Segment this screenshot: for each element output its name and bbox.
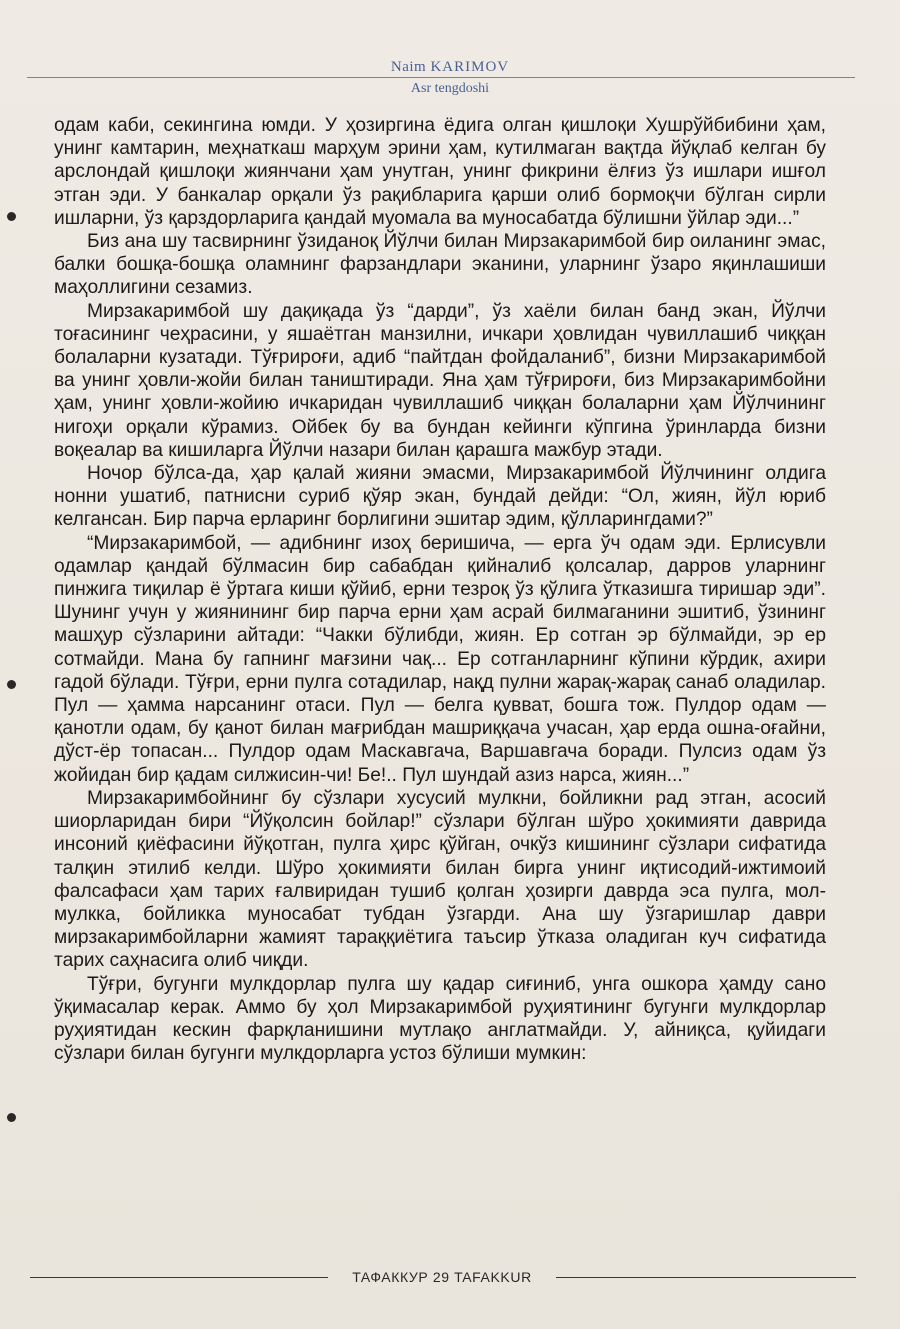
paragraph: Мирзакаримбойнинг бу сўзлари хусусий мулкни, бойликни рад этган, асосий шиорларидан бири “Йўқолсин бойлар!” сўзлари бўлган шўро ҳокимияти даврида инсоний қиёфасини йўқотган, пулга ҳирс қўйган, очкўз кишининг сўзлари сифатида талқин этилиб келди. Шўро ҳокимияти билан бирга унинг иқтисодий-ижтимоий фалсафаси ҳам тарих ғалвиридан тушиб қолган ҳозирги даврда эса пулга, мол-мулкка, бойликка муносабат тубдан ўзгарди. Ана шу ўзгаришлар даври мирзакаримбойларни жамият тараққиётига таъсир ўтказа оладиган куч сифатида тарих саҳнасига олиб чиқди. xyxy=(54,787,826,972)
journal-name-cyrillic: ТАФАККУР xyxy=(352,1269,429,1285)
page-footer xyxy=(0,1267,900,1287)
paragraph: “Мирзакаримбой, — адибнинг изоҳ беришича, — ерга ўч одам эди. Ерлисувли одамлар қандай бўлмасин бир сабабдан қийналиб қолсалар, дарров уларнинг пинжига тиқилар ё ўртага киши қўйиб, ерни тезроқ ўз қўлига ўтказишга тиришар эди”. Шунинг учун у жиянининг бир парча ерни ҳам асрай билмаганини эшитиб, ўзининг машҳур сўзларини айтади: “Чакки бўлибди, жиян. Ер сотган эр бўлмайди, эр ер сотмайди. Мана бу гапнинг мағзини чақ... Ер сотганларнинг кўпини кўрдик, ахири гадой бўлади. Тўғри, ерни пулга сотадилар, нақд пулни жарақ-жарақ санаб оладилар. Пул — ҳамма нарсанинг отаси. Пул — белга қувват, бошга тож. Пулдор одам — қанотли одам, бу қанот билан мағрибдан машриққача учасан, ҳар ерда ошна-оғайни, дўст-ёр топасан... Пулдор одам Маскавгача, Варшавгача боради. Пулсиз одам ўз жойидан бир қадам силжисин-чи! Бе!.. Пул шундай азиз нарса, жиян...” xyxy=(54,532,826,786)
page-number: 29 xyxy=(432,1269,450,1285)
author-name xyxy=(0,58,900,76)
paragraph: Тўғри, бугунги мулкдорлар пулга шу қадар сиғиниб, унга ошкора ҳамду сано ўқимасалар керак. Аммо бу ҳол Мирзакаримбой руҳиятининг бугунги мулкдорлар руҳиятидан кескин фарқланишини мутлақо англатмайди. У, айниқса, қуйидаги сўзлари билан бугунги мулкдорларга устоз бўлиши мумкин: xyxy=(54,973,826,1065)
header-subtitle: Asr tengdoshi xyxy=(410,81,490,96)
paragraph: Биз ана шу тасвирнинг ўзиданоқ Йўлчи билан Мирзакаримбой бир оиланинг эмас, балки бошқа-бошқа оламнинг фарзандлари эканини, уларнинг ўзаро яқинлашиши маҳоллигини сезамиз. xyxy=(54,231,826,299)
binder-hole xyxy=(7,680,16,689)
author-last-name: KARIMOV xyxy=(430,59,510,75)
article-body xyxy=(54,114,826,1065)
footer-label xyxy=(328,1267,556,1287)
journal-name-latin: TAFAKKUR xyxy=(454,1269,532,1285)
header-rule xyxy=(27,77,855,78)
paragraph: Мирзакаримбой шу дақиқада ўз “дарди”, ўз хаёли билан банд экан, Йўлчи тоғасининг чеҳрасини, у яшаётган манзилни, ичкари ҳовлидан чувиллашиб чиққан болаларни кузатади. Тўғрироғи, адиб “пайтдан фойдаланиб”, бизни Мирзакаримбой ва унинг ҳовли-жойи билан таништиради. Яна ҳам тўғрироғи, биз Мирзакаримбойни ҳам, унинг ҳовли-жойию ичкаридан чувиллашиб чиққан болаларни ҳам Йўлчининг нигоҳи орқали кўрамиз. Ойбек бу ва бундан кейинги кўпгина ўринларда бизни воқеалар ва кишиларга Йўлчи назари билан қарашга мажбур этади. xyxy=(54,300,826,461)
paragraph: Ночор бўлса-да, ҳар қалай жияни эмасми, Мирзакаримбой Йўлчининг олдига нонни ушатиб, патнисни суриб қўяр экан, бундай дейди: “Ол, жиян, йўл юриб келгансан. Бир парча ерларинг борлигини эшитар эдим, қўлларингдами?” xyxy=(54,463,826,531)
author-first-name: Naim xyxy=(390,59,427,75)
paragraph: одам каби, секингина юмди. У ҳозиргина ёдига олган қишлоқи Хушрўйбибини ҳам, унинг камтарин, меҳнаткаш марҳум эрини ҳам, кутилмаган вақтда йўқлаб келган бу арслондай қишлоқи жиянчани ҳам унутган, унинг фикрини ёлғиз ўз ишлари ишғол этган эди. У банкалар орқали ўз рақибларига қарши олиб бормоқчи бўлган сирли ишларни, ўз қарздорларига қандай муомала ва муносабатда бўлишни ўйлар эди...” xyxy=(54,115,826,229)
binder-hole xyxy=(7,1113,16,1122)
footer-rule-left xyxy=(30,1277,328,1278)
footer-rule-right xyxy=(556,1277,856,1278)
binder-hole xyxy=(7,212,16,221)
running-header xyxy=(0,58,900,76)
